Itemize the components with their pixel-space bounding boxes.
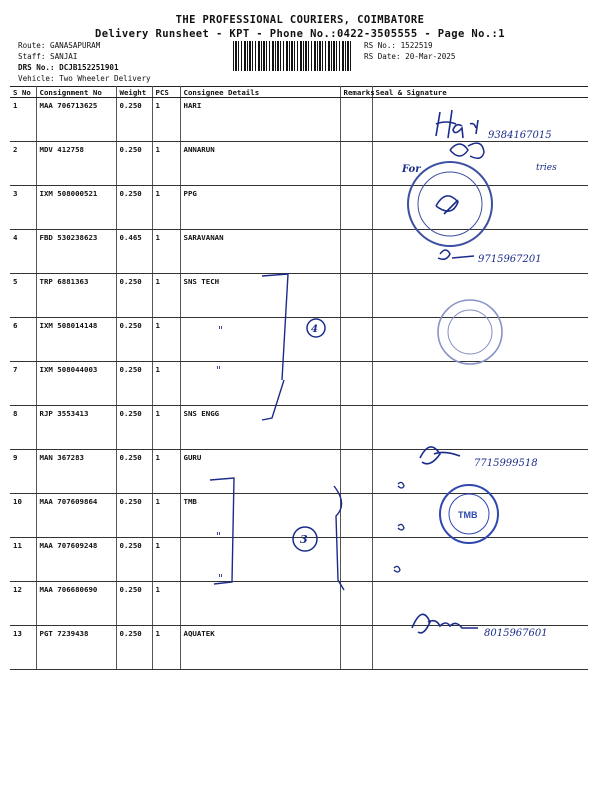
col-seal: Seal & Signature (372, 87, 588, 98)
col-remarks: Remarks (340, 87, 372, 98)
mark-row10 (398, 482, 404, 488)
cell-consignee: HARI (180, 98, 340, 142)
cell-pcs: 1 (152, 626, 180, 670)
cell-consignment: IXM 508014148 (36, 318, 116, 362)
cell-weight: 0.250 (116, 626, 152, 670)
ditto-row12: " (218, 572, 224, 585)
col-weight: Weight (116, 87, 152, 98)
note-row2: For (402, 164, 421, 175)
cell-consignee: TMB (180, 494, 340, 538)
drs-label: DRS No.: DCJB152251901 (18, 63, 119, 72)
note2-row2: tries (536, 163, 557, 173)
cell-consignee: PPG (180, 186, 340, 230)
cell-sno: 9 (10, 450, 36, 494)
cell-weight: 0.250 (116, 582, 152, 626)
cell-consignee: GURU (180, 450, 340, 494)
cell-pcs: 1 (152, 318, 180, 362)
mark-row12 (394, 566, 400, 572)
runsheet-subtitle: Delivery Runsheet - KPT - Phone No.:0422-3505555 - Page No.:1 (94, 28, 505, 40)
cell-weight: 0.250 (116, 362, 152, 406)
cell-sno: 12 (10, 582, 36, 626)
cell-weight: 0.250 (116, 494, 152, 538)
staff-label: Staff: SANJAI (18, 52, 78, 61)
faint-seal-stamp (438, 300, 502, 364)
cell-sno: 13 (10, 626, 36, 670)
signature-row13 (412, 614, 478, 633)
mark-row11 (398, 524, 404, 530)
cell-pcs: 1 (152, 274, 180, 318)
cell-consignment: MAA 707609248 (36, 538, 116, 582)
cell-sno: 11 (10, 538, 36, 582)
cell-weight: 0.250 (116, 274, 152, 318)
cell-pcs: 1 (152, 230, 180, 274)
route-label: Route: GANASAPURAM (18, 41, 101, 50)
cell-sno: 2 (10, 142, 36, 186)
col-consignee: Consignee Details (180, 87, 340, 98)
cell-consignee: SNS TECH (180, 274, 340, 318)
cell-sno: 3 (10, 186, 36, 230)
cell-consignment: MAA 706680690 (36, 582, 116, 626)
cell-weight: 0.250 (116, 98, 152, 142)
cell-weight: 0.250 (116, 142, 152, 186)
ditto-row11: " (216, 530, 222, 543)
cell-consignment: TRP 6881363 (36, 274, 116, 318)
cell-weight: 0.250 (116, 186, 152, 230)
cell-sno: 6 (10, 318, 36, 362)
col-sno: S No (10, 87, 36, 98)
cell-weight: 0.250 (116, 406, 152, 450)
cell-consignment: MDV 412758 (36, 142, 116, 186)
cell-consignment: MAA 707609864 (36, 494, 116, 538)
bracket-rows-5-8 (262, 274, 288, 420)
cell-consignment: MAA 706713625 (36, 98, 116, 142)
cell-consignee: SARAVANAN (180, 230, 340, 274)
cell-consignment: IXM 508044003 (36, 362, 116, 406)
cell-weight: 0.465 (116, 230, 152, 274)
cell-consignment: FBD 530238623 (36, 230, 116, 274)
cell-pcs: 1 (152, 98, 180, 142)
cell-sno: 4 (10, 230, 36, 274)
cell-pcs: 1 (152, 450, 180, 494)
cell-pcs: 1 (152, 142, 180, 186)
rs-no-label: RS No.: 1522519 (364, 41, 433, 50)
phone-row1: 9384167015 (488, 130, 552, 141)
phone-row13: 8015967601 (484, 628, 548, 639)
signature-row4 (438, 250, 474, 259)
cell-sno: 1 (10, 98, 36, 142)
cell-consignment: MAN 367283 (36, 450, 116, 494)
signature-row9 (420, 447, 460, 464)
cell-consignment: PGT 7239438 (36, 626, 116, 670)
tmb-stamp-text: TMB (458, 510, 478, 520)
cell-consignee: ANNARUN (180, 142, 340, 186)
col-consignment: Consignment No (36, 87, 116, 98)
cell-pcs: 1 (152, 406, 180, 450)
cell-pcs: 1 (152, 362, 180, 406)
cell-sno: 5 (10, 274, 36, 318)
cell-consignee: AQUATEK (180, 626, 340, 670)
cell-sno: 10 (10, 494, 36, 538)
cell-consignment: RJP 3553413 (36, 406, 116, 450)
cell-sno: 7 (10, 362, 36, 406)
circle-num-row11: 3 (300, 533, 308, 546)
signature-row1 (436, 110, 478, 138)
col-pcs: PCS (152, 87, 180, 98)
vehicle-label: Vehicle: Two Wheeler Delivery (18, 74, 151, 83)
cell-consignee: SNS ENGG (180, 406, 340, 450)
scribble-row2 (450, 143, 484, 158)
rs-date-label: RS Date: 20-Mar-2025 (364, 52, 456, 61)
cell-pcs: 1 (152, 186, 180, 230)
cell-pcs: 1 (152, 494, 180, 538)
seal-stamp-rows-2-4 (408, 162, 492, 246)
runsheet-title: THE PROFESSIONAL COURIERS, COIMBATORE (175, 14, 425, 26)
cell-pcs: 1 (152, 582, 180, 626)
phone-row9: 7715999518 (474, 458, 538, 469)
cell-weight: 0.250 (116, 318, 152, 362)
cell-consignment: IXM 508000521 (36, 186, 116, 230)
cell-weight: 0.250 (116, 538, 152, 582)
phone-row4: 9715967201 (478, 254, 542, 265)
tmb-stamp (440, 485, 498, 543)
cell-pcs: 1 (152, 538, 180, 582)
cell-weight: 0.250 (116, 450, 152, 494)
ditto-row7: " (216, 364, 222, 377)
ditto-row6: " (218, 324, 224, 337)
bracket-rows-10-12 (210, 478, 344, 590)
cell-sno: 8 (10, 406, 36, 450)
circle-num-row6: 4 (311, 324, 318, 335)
